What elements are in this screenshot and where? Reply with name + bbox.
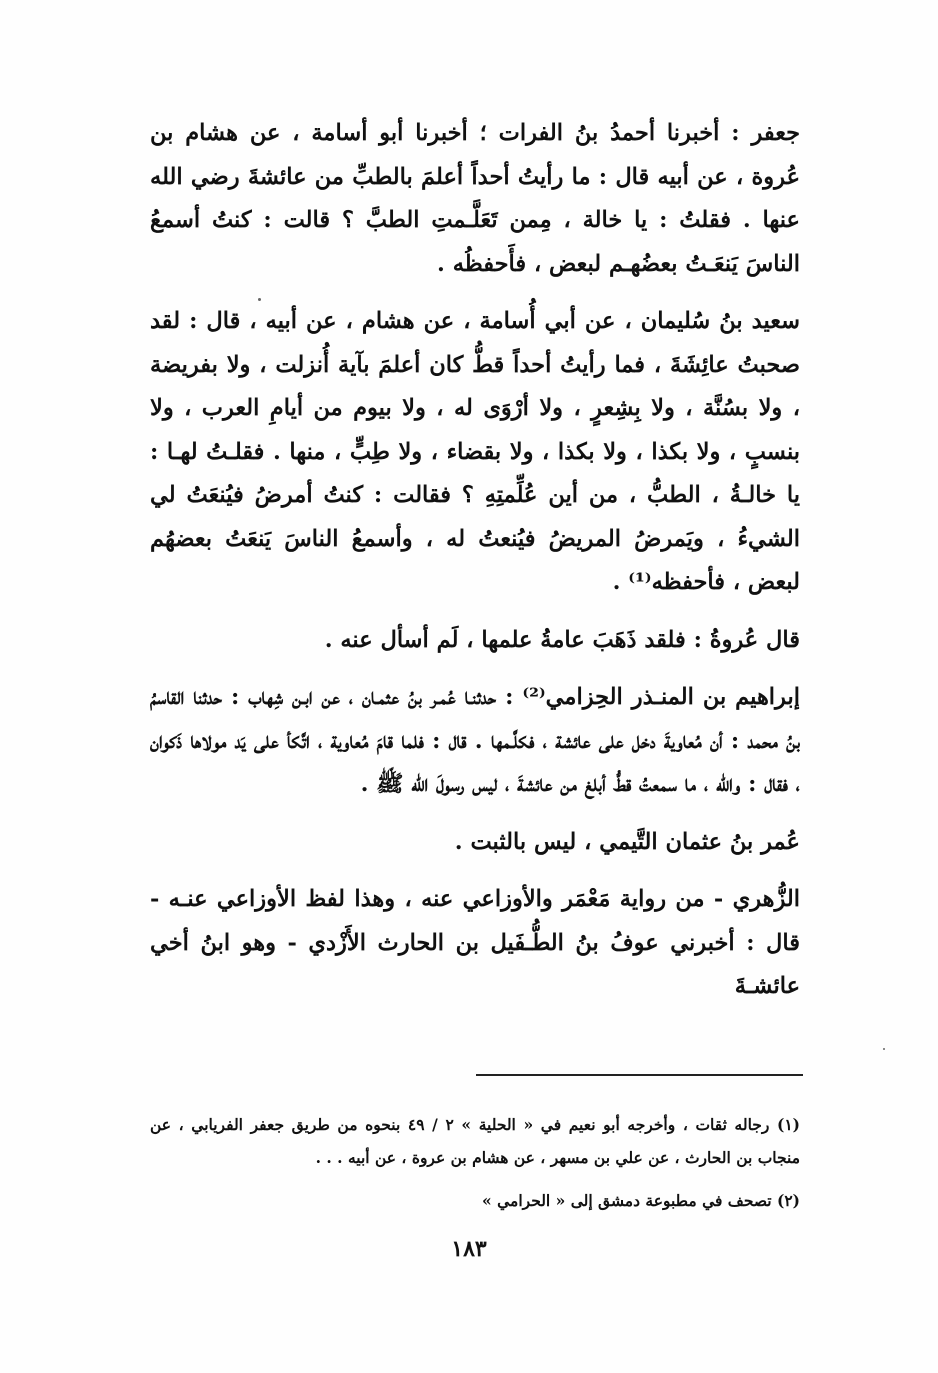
paragraph-urwa: قال عُروةُ : فلقد ذَهَبَ عامةُ علمها ، لَم أسأل عنه . bbox=[324, 626, 800, 653]
footnote-1: (١) رجاله ثقات ، وأخرجه أبو نعيم في « الحلية » ٢ / ٤٩ بنحوه من طريق جعفر الفريابي ، عن منجاب بن الحارث ، عن علي بن مسهر ، عن هشام بن عروة ، عن أبيه . . . bbox=[150, 1115, 800, 1167]
footnote-separator bbox=[476, 1074, 803, 1076]
scan-speck bbox=[258, 298, 261, 301]
scan-speck bbox=[883, 1048, 885, 1050]
page-number: ١٨٣ bbox=[451, 1236, 487, 1262]
footnotes bbox=[150, 1108, 800, 1217]
paragraph-umar: عُمر بنُ عثمان التَّيمي ، ليس بالثبت . bbox=[454, 828, 800, 855]
paragraph-said: سعيد بنُ سُليمان ، عن أبي أُسامة ، عن هشام ، عن أبيه ، قال : لقد صحبتُ عائِشَةَ ، فما رأيتُ أحداً قطُّ كان أعلمَ بآية أُنزلت ، ولا بفريضة ، ولا بسُنَّة ، ولا بِشِعرٍ ، ولا أرْوَى له ، ولا بيوم من أيامِ العرب ، ولا بنسبٍ ، ولا بكذا ، ولا بكذا ، ولا بقضاء ، ولا طِبٍّ ، منها . فقلـتُ لهـا : يا خالـةُ ، الطبُّ ، من أين عُلِّمتِهِ ؟ فقالت : كنتُ أمرضُ فيُنعَتُ لي الشيءُ ، ويَمرضُ المريضُ فيُنعتُ له ، وأسمعُ الناسَ يَنعَتُ بعضهُم لبعض ، فأحفظه⁽¹⁾ . bbox=[150, 308, 800, 595]
paragraph-zuhri: الزُّهري - من رواية مَعْمَر والأوزاعي عنه ، وهذا لفظ الأوزاعي عنـه - قال : أخبرني عوفُ بنُ الطُّـفَيل بن الحارث الأَزْدي - وهو ابنُ أخي عائشـةَ bbox=[150, 886, 800, 999]
paragraph-jafar: جعفر : أخبرنا أحمدُ بنُ الفرات ؛ أخبرنا أبو أسامة ، عن هشام بن عُروة ، عن أبيه قال : ما رأيتُ أحداً أعلمَ بالطبِّ من عائشةَ رضي الله عنها . فقلتُ : يا خالة ، مِمن تَعَلَّـمتِ الطبَّ ؟ قالت : كنتُ أسمعُ الناسَ يَنعَـتُ بعضُهـم لبعض ، فأَحفظُه . bbox=[150, 120, 800, 277]
footnote-2: (٢) تصحف في مطبوعة دمشق إلى « الحرامي » bbox=[482, 1191, 800, 1210]
paragraph-ibrahim: إبراهيم بن المنـذر الحِزامي⁽²⁾ : حدثنـا عُمـر بنُ عثمـان ، عن ابـن شِهاب : حدثنا القاسمُ بنُ محمد : أن مُعاويةَ دخل على عائشة ، فكلَّـمها . قال : فلما قامَ مُعاوية ، اتَّكأ على يَد مولاها ذَكوان ، فقال : والله ، ما سمعتُ قطُّ أبلغ من عائشةَ ، ليس رسولَ الله ﷺ . bbox=[150, 684, 800, 797]
main-text bbox=[150, 112, 800, 1009]
